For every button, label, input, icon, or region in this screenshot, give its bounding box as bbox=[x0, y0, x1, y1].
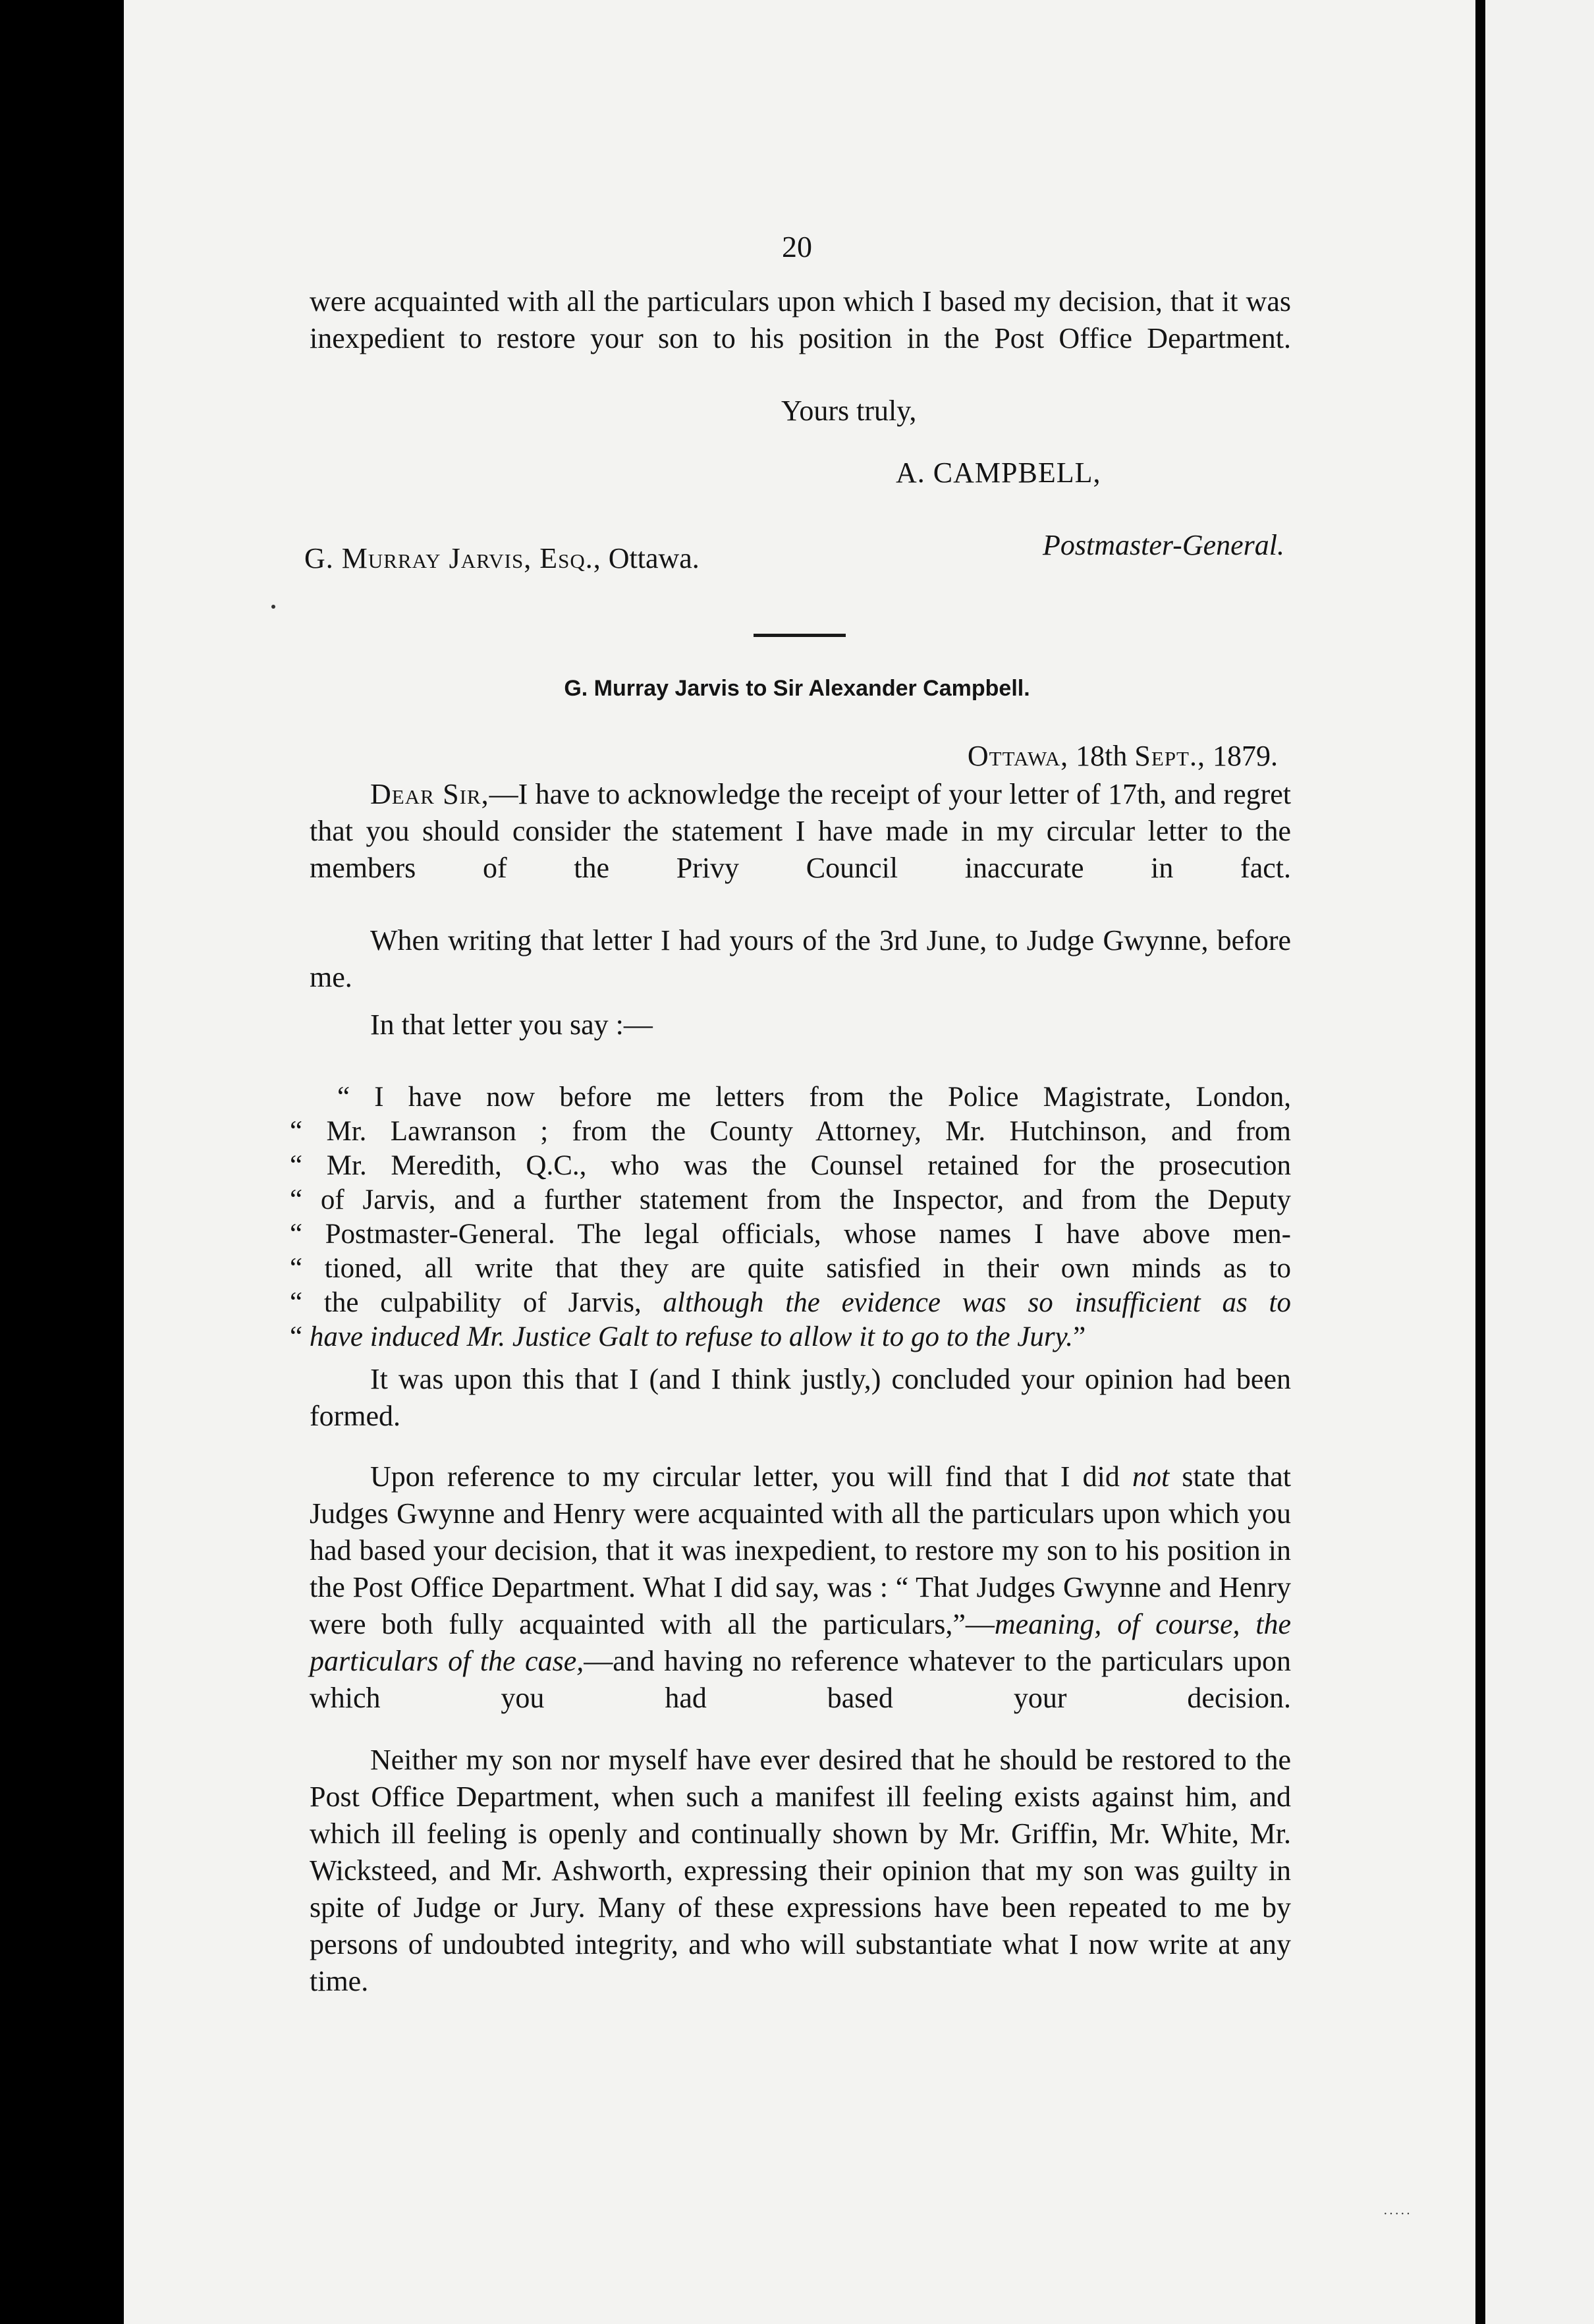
letter2-heading: G. Murray Jarvis to Sir Alexander Campbell. bbox=[564, 676, 1030, 701]
quote-line: “ have induced Mr. Justice Galt to refuse to allow it to go to the Jury.” bbox=[290, 1321, 1086, 1352]
paragraph5-italic: meaning, of course, the particulars of the case, bbox=[310, 1608, 1292, 1677]
letter2-paragraph-4: It was upon this that I (and I think justly,) concluded your opinion had been formed. bbox=[310, 1363, 1291, 1432]
letter2-paragraph-1: Dear Sir,—I have to acknowledge the receipt of your letter of 17th, and regret that you should consider the statement I have made in my circular letter to the members of the Privy Council inaccurate in fact. bbox=[310, 778, 1292, 884]
print-specks: ····· bbox=[1383, 2207, 1412, 2221]
letter2-paragraph-5: Upon reference to my circular letter, you will find that I did not state that Judges Gwynne and Henry were acquainted with all the particulars upon which you had based your decision, that it was inexpedient, to restore my son to his position in the Post Office Department. What I did say, was : “ That Judges Gwynne and Henry were both fully acquainted with all the particulars,”—meaning, of course, the particulars of the case,—and having no reference whatever to the particulars upon which you had based your decision. bbox=[310, 1460, 1292, 1714]
margin-speck bbox=[271, 605, 275, 609]
quote-line: “ I have now before me letters from the Police Magistrate, London, bbox=[337, 1082, 1291, 1113]
letter2-paragraph-3: In that letter you say :— bbox=[370, 1009, 653, 1041]
dateline-date: 18th bbox=[1076, 740, 1128, 772]
quote-italic-part: although the evidence was so insufficient as to bbox=[663, 1287, 1291, 1318]
salutation: Dear Sir, bbox=[370, 778, 489, 810]
letter2-dateline bbox=[968, 739, 1278, 773]
quoted-passage bbox=[290, 1080, 1291, 1354]
quote-line: “ Mr. Lawranson ; from the County Attorney, Mr. Hutchinson, and from bbox=[290, 1116, 1291, 1147]
quote-line: “ of Jarvis, and a further statement from the Inspector, and from the Deputy bbox=[290, 1184, 1291, 1215]
quote-italic-part: have induced Mr. Justice Galt to refuse to allow it to go to the Jury. bbox=[309, 1321, 1074, 1352]
letter1-closing: Yours truly, bbox=[781, 395, 917, 427]
section-divider bbox=[754, 634, 846, 637]
addressee-name: G. Murray Jarvis, Esq., bbox=[304, 542, 601, 574]
book-spine-shadow bbox=[1475, 0, 1485, 2324]
emphasis-not: not bbox=[1132, 1460, 1170, 1493]
facing-page-edge bbox=[1485, 0, 1594, 2324]
letter1-signer-name: A. CAMPBELL, bbox=[896, 456, 1101, 489]
letter1-paragraph: were acquainted with all the particulars upon which I based my decision, that it was inexpedient to restore your son to his position in the Post Office Department. bbox=[310, 285, 1291, 354]
dateline-month: Sept., bbox=[1134, 740, 1205, 772]
letter2-paragraph-6: Neither my son nor myself have ever desired that he should be restored to the Post Office Department, when such a manifest ill feeling exists against him, and which ill feeling is openly and continually shown by Mr. Griffin, Mr. White, Mr. Wicksteed, and Mr. Ashworth, expressing their opinion that my son was guilty in spite of Judge or Jury. Many of these expressions have been repeated to me by persons of undoubted integrity, and who will substantiate what I now write at any time. bbox=[310, 1744, 1291, 1997]
letter1-addressee bbox=[304, 541, 700, 575]
letter1-signer-title: Postmaster-General. bbox=[1043, 529, 1284, 561]
dateline-place: Ottawa, bbox=[967, 740, 1069, 772]
dateline-year: 1879. bbox=[1213, 740, 1278, 772]
quote-line: “ tioned, all write that they are quite satisfied in their own minds as to bbox=[290, 1253, 1291, 1284]
addressee-place: Ottawa. bbox=[608, 542, 700, 574]
quote-line: “ the culpability of Jarvis, although the evidence was so insufficient as to bbox=[290, 1287, 1291, 1318]
quote-line: “ Postmaster-General. The legal officials, whose names I have above men- bbox=[290, 1219, 1291, 1250]
page-number: 20 bbox=[782, 230, 812, 263]
quote-line: “ Mr. Meredith, Q.C., who was the Counsel retained for the prosecution bbox=[290, 1150, 1291, 1181]
letter2-paragraph-2: When writing that letter I had yours of the 3rd June, to Judge Gwynne, before me. bbox=[310, 924, 1291, 993]
